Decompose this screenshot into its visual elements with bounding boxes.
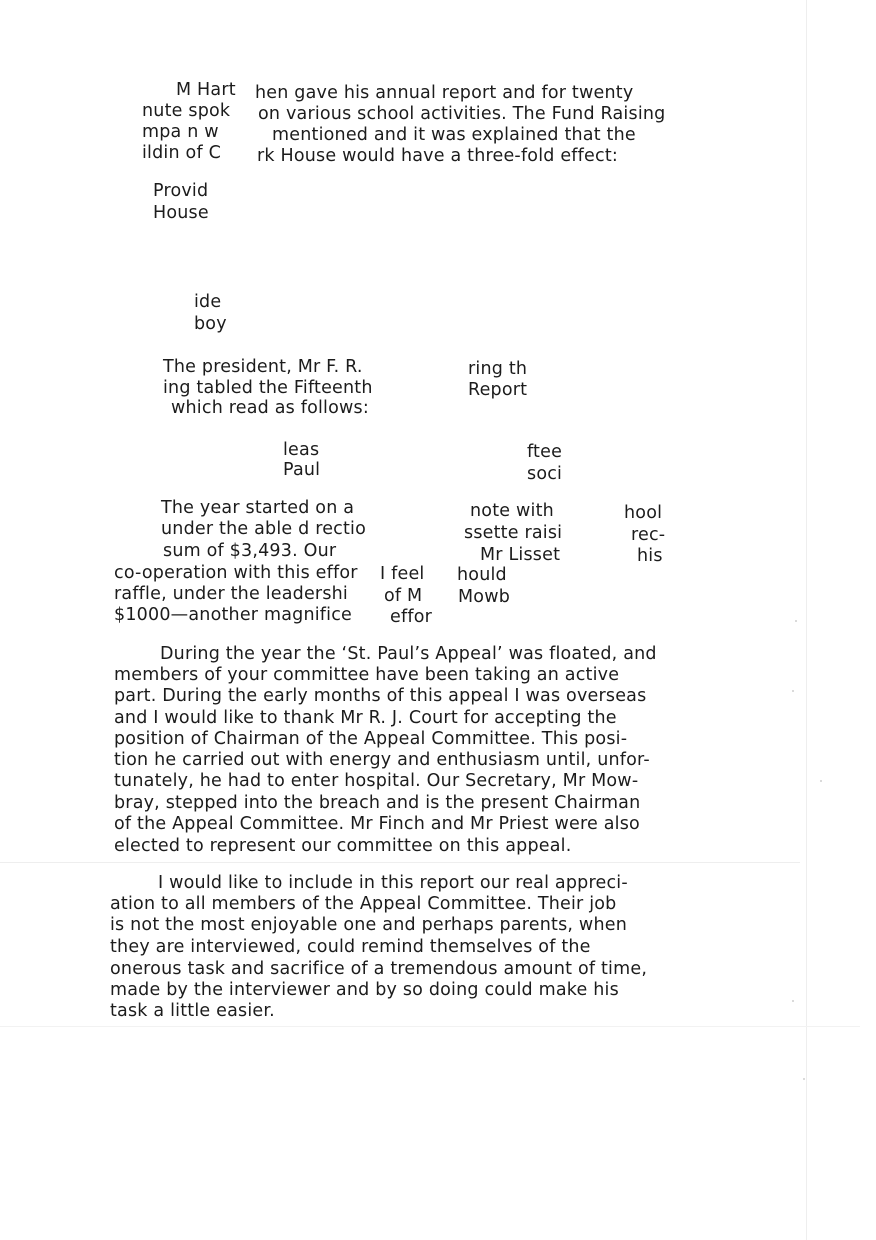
text-line: ation to all members of the Appeal Committee. Their job (110, 894, 617, 914)
text-line: ssette raisi (464, 523, 563, 543)
heading-fragment: leas (283, 440, 320, 460)
text-line: sum of $3,493. Our (163, 541, 337, 561)
scan-speck (795, 620, 797, 622)
text-line: bray, stepped into the breach and is the present Chairman (114, 793, 641, 813)
text-line: position of Chairman of the Appeal Committee. This posi- (114, 729, 628, 749)
scan-fold-line (0, 862, 800, 863)
list-item-fragment: House (153, 203, 209, 223)
text-line: Report (468, 380, 528, 400)
text-line: ring th (468, 359, 528, 379)
text-line: of M (384, 586, 423, 606)
scan-speck (792, 690, 794, 692)
scan-speck (792, 1000, 794, 1002)
text-line: During the year the ‘St. Paul’s Appeal’ was floated, and (160, 644, 657, 664)
text-line: which read as follows: (171, 398, 369, 418)
text-line: nute spok (142, 101, 231, 121)
text-line: task a little easier. (110, 1001, 275, 1021)
text-line: rec- (631, 525, 666, 545)
text-line: his (637, 546, 663, 566)
scan-speck (820, 780, 822, 782)
text-line: of the Appeal Committee. Mr Finch and Mr Priest were also (114, 814, 640, 834)
text-line: made by the interviewer and by so doing could make his (110, 980, 619, 1000)
list-item-fragment: ide (194, 292, 222, 312)
text-line: Mr Lisset (480, 545, 561, 565)
heading-fragment: ftee (527, 442, 563, 462)
text-line: hould (457, 565, 507, 585)
list-item-fragment: Provid (153, 181, 209, 201)
text-line: co-operation with this effor (114, 563, 358, 583)
text-line: note with (470, 501, 554, 521)
text-line: and I would like to thank Mr R. J. Court for accepting the (114, 708, 617, 728)
text-line: $1000—another magnifice (114, 605, 353, 625)
scan-fold-line-lower (0, 1026, 860, 1027)
text-line: elected to represent our committee on this appeal. (114, 836, 572, 856)
text-line: mentioned and it was explained that the (272, 125, 636, 145)
text-line: rk House would have a three-fold effect: (257, 146, 618, 166)
text-line: ildin of C (142, 143, 221, 163)
text-line: they are interviewed, could remind themselves of the (110, 937, 591, 957)
text-line: The president, Mr F. R. (163, 357, 363, 377)
text-line: on various school activities. The Fund Raising (258, 104, 666, 124)
scan-speck (803, 1078, 805, 1080)
text-line: members of your committee have been taking an active (114, 665, 620, 685)
list-item-fragment: boy (194, 314, 227, 334)
text-line: Mowb (458, 587, 511, 607)
text-line: M Hart (176, 80, 236, 100)
text-line: tunately, he had to enter hospital. Our Secretary, Mr Mow- (114, 771, 639, 791)
heading-fragment: soci (527, 464, 563, 484)
text-line: raffle, under the leadershi (114, 584, 348, 604)
text-line: tion he carried out with energy and enthusiasm until, unfor- (114, 750, 650, 770)
text-line: ing tabled the Fifteenth (163, 378, 373, 398)
text-line: onerous task and sacrifice of a tremendous amount of time, (110, 959, 648, 979)
text-line: I would like to include in this report our real appreci- (158, 873, 628, 893)
text-line: mpa n w (142, 122, 219, 142)
text-line: The year started on a (161, 498, 355, 518)
heading-fragment: Paul (283, 460, 321, 480)
scan-edge-right (806, 0, 807, 1240)
text-line: hen gave his annual report and for twenty (255, 83, 634, 103)
text-line: hool (624, 503, 663, 523)
text-line: under the able d rectio (161, 519, 367, 539)
text-line: is not the most enjoyable one and perhaps parents, when (110, 915, 627, 935)
text-line: I feel (380, 564, 425, 584)
text-line: effor (390, 607, 432, 627)
text-line: part. During the early months of this appeal I was overseas (114, 686, 647, 706)
